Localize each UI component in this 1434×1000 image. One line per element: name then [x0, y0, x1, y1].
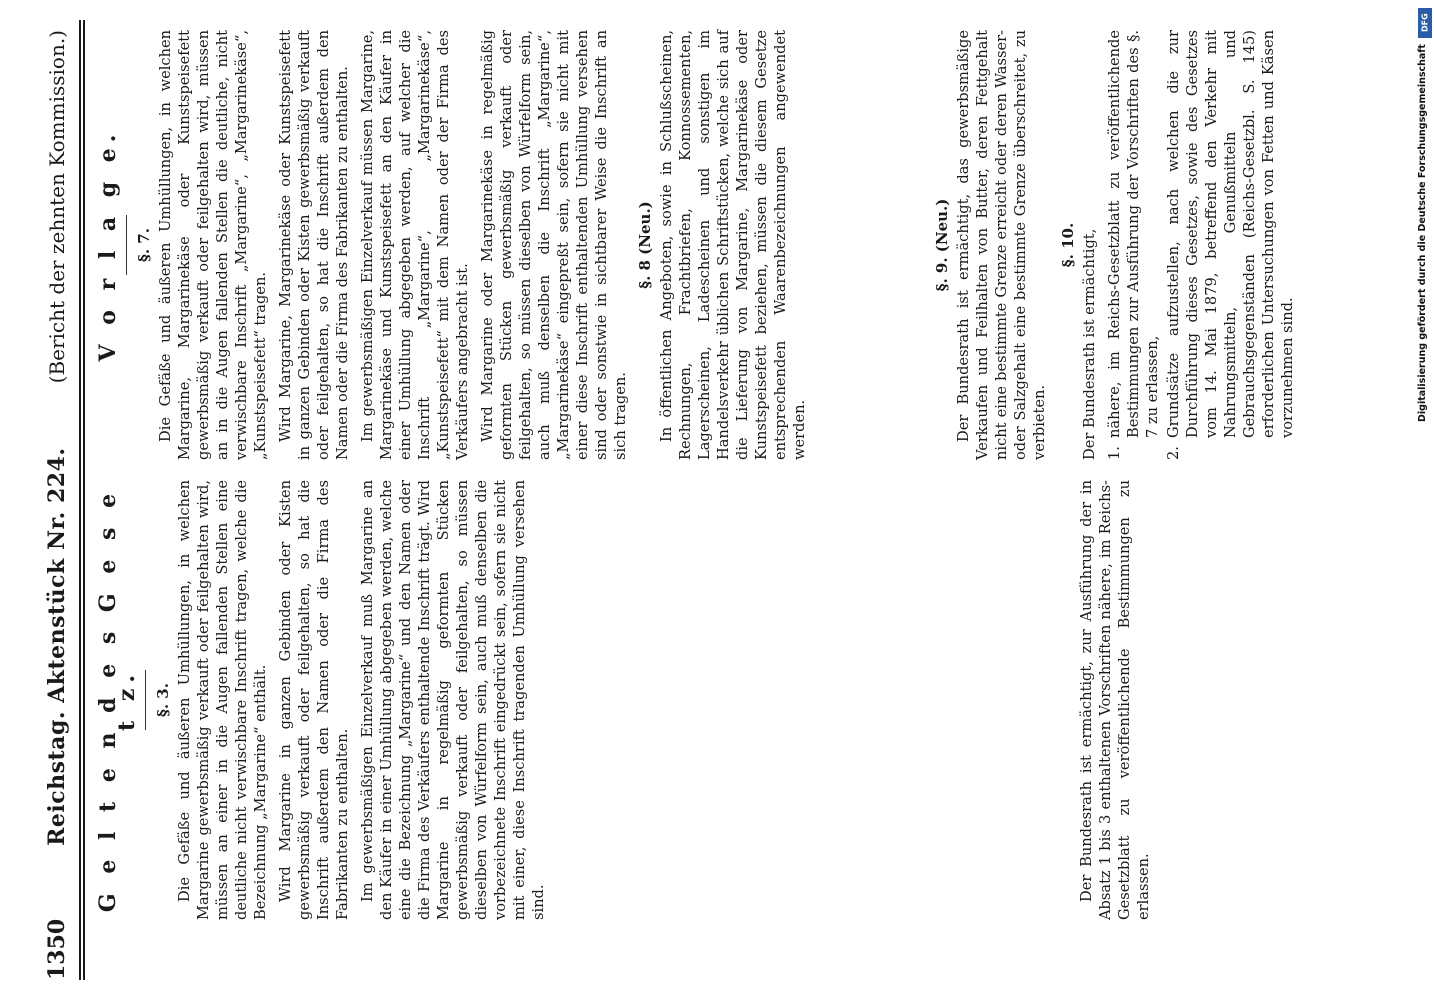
- section-3-paragraph-3: Im gewerbsmäßigen Einzelverkauf muß Margarine an den Käufer in einer Umhüllung abgegeben werden, welche eine die Bezeichnung „Margarine“ und den Namen oder die Firma des Verkäufers enthaltende Inschrift trägt. Wird Margarine in regelmäßig geformten Stücken gewerbsmäßig verkauft oder feilgehalten, so müssen dieselben von Würfelform sein, auch muß denselben die vorbezeichnete Inschrift eingedrückt sein, sofern sie nicht mit einer, diese Inschrift tragenden Umhüllung versehen sind.: [359, 480, 547, 920]
- section-7-paragraph-2: Wird Margarine, Margarinekäse oder Kunstspeisefett in ganzen Gebinden oder Kisten gewerbsmäßig verkauft oder feilgehalten, so hat die Inschrift außerdem den Namen oder die Firma des Fabrikanten zu enthalten.: [277, 30, 351, 460]
- digitization-credit-text: Digitalisierung gefördert durch die Deutsche Forschungsgemeinschaft: [1417, 44, 1428, 422]
- section-10-intro: Der Bundesrath ist ermächtigt,: [1081, 228, 1098, 460]
- section-10-item-1: [1105, 30, 1162, 460]
- section-7-paragraph-3: Im gewerbsmäßigen Einzelverkauf müssen Margarine, Margarinekäse und Kunstspeisefett an den Käufer in einer Umhüllung abgegeben werden, auf welcher die Inschrift „Margarine“, „Margarinekäse“, „Kunstspeisefett“ mit dem Namen oder der Firma des Verkäufers angebracht ist.: [359, 30, 471, 460]
- column-heading-right: V o r l a g e.: [95, 128, 121, 362]
- column-geltendes-gesetz: [89, 480, 554, 920]
- header-rule-thin: [83, 20, 85, 980]
- section-label-8: [636, 30, 655, 460]
- item-2-text: Grundsätze aufzustellen, nach welchen die zur Durchführung dieses Gesetzes, sowie des Gesetzes vom 14. Mai 1879, betreffend den Verkehr mit Nahrungsmitteln, Genußmitteln und Gebrauchsgegenständen (Reichs-Gesetzbl. S. 145) erforderlichen Untersuchungen von Fetten und Käsen vorzunehmen sind.: [1165, 30, 1296, 438]
- header-commission: (Bericht der zehnten Kommission.): [45, 30, 69, 384]
- rotated-document-page: [37, 20, 1417, 980]
- section-9-number: §. 9.: [933, 257, 951, 292]
- dfg-logo: DFG: [1418, 8, 1432, 38]
- section-8-neu: (Neu.): [636, 201, 654, 255]
- column-vorlage: [89, 30, 815, 460]
- section-8-paragraph: In öffentlichen Angeboten, sowie in Schlußscheinen, Rechnungen, Frachtbriefen, Konnossementen, Lagerscheinen, Ladescheinen und sonstigen im Handelsverkehr üblichen Schriftstücken, welche sich auf die Lieferung von Margarine, Margarinekäse oder Kunstspeisefett beziehen, müssen die diesem Gesetze entsprechenden Waarenbezeichnungen angewendet werden.: [658, 30, 808, 460]
- item-1-text: nähere, im Reichs-Gesetzblatt zu veröffentlichende Bestimmungen zur Ausführung der Vorschriften des §. 7 zu erlassen,: [1106, 30, 1161, 438]
- section-8-number: §. 8: [636, 260, 654, 289]
- section-7-paragraph-4: Wird Margarine oder Margarinekäse in regelmäßig geformten Stücken gewerbsmäßig verkauft oder feilgehalten, so müssen dieselben von Würfelform sein, auch muß denselben die Inschrift „Margarine“, „Margarinekäse“ eingepreßt sein, sofern sie nicht mit einer diese Inschrift enthaltenden Umhüllung versehen sind oder sonstwie in sichtbarer Weise die Inschrift an sich tragen.: [479, 30, 629, 460]
- page-number: 1350: [44, 918, 70, 980]
- column-right-lower: [927, 30, 1299, 460]
- section-3-paragraph-2: Wird Margarine in ganzen Gebinden oder Kisten gewerbsmäßig verkauft oder feilgehalten, so hat die Inschrift außerdem den Namen oder die Firma des Fabrikanten zu enthalten.: [277, 480, 351, 920]
- section-label-9: [933, 30, 952, 460]
- page-header: [37, 20, 77, 980]
- heading-rule-right: [126, 215, 127, 275]
- section-9-paragraph: Der Bundesrath ist ermächtigt, das gewerbsmäßige Verkaufen und Feilhalten von Butter, deren Fettgehalt nicht eine bestimmte Grenze erreicht oder deren Wasser- oder Salzgehalt eine bestimmte Grenze überschreitet, zu verbieten.: [955, 30, 1048, 460]
- section-label-7: §. 7.: [135, 228, 153, 262]
- header-rule: [79, 20, 81, 980]
- header-title: Reichstag. Aktenstück Nr. 224.: [44, 447, 70, 846]
- digitization-credit: [1417, 4, 1434, 994]
- section-7-paragraph-1: Die Gefäße und äußeren Umhüllungen, in welchen Margarine, Margarinekäse oder Kunstspeisefett gewerbsmäßig verkauft oder feilgehalten wird, müssen an in die Augen fallenden Stellen die deutliche, nicht verwischbare Inschrift „Margarine“, „Margarinekäse“, „Kunstspeisefett“ tragen.: [157, 30, 269, 460]
- column-heading-left: G e l t e n d e s G e s e t z.: [95, 487, 140, 913]
- section-label-3: §. 3.: [154, 683, 172, 717]
- section-10-item-2: [1164, 30, 1297, 460]
- column-left-lower: [1077, 480, 1159, 920]
- section-label-10: §. 10.: [1059, 222, 1077, 268]
- item-2-number: 2.: [1165, 446, 1182, 460]
- item-1-number: 1.: [1106, 446, 1123, 460]
- heading-rule-left: [145, 670, 146, 730]
- left-bundesrath-paragraph: Der Bundesrath ist ermächtigt, zur Ausführung der in Absatz 1 bis 3 enthaltenen Vorschriften nähere, im Reichs-Gesetzblatt zu veröffentlichende Bestimmungen zu erlassen.: [1078, 480, 1152, 920]
- section-9-neu: (Neu.): [933, 198, 951, 253]
- section-3-paragraph-1: Die Gefäße und äußeren Umhüllungen, in welchen Margarine gewerbsmäßig verkauft oder feilgehalten wird, müssen an einer in die Augen fallenden Stellen eine deutliche nicht verwischbare Inschrift tragen, welche die Bezeichnung „Margarine“ enthält.: [176, 480, 269, 920]
